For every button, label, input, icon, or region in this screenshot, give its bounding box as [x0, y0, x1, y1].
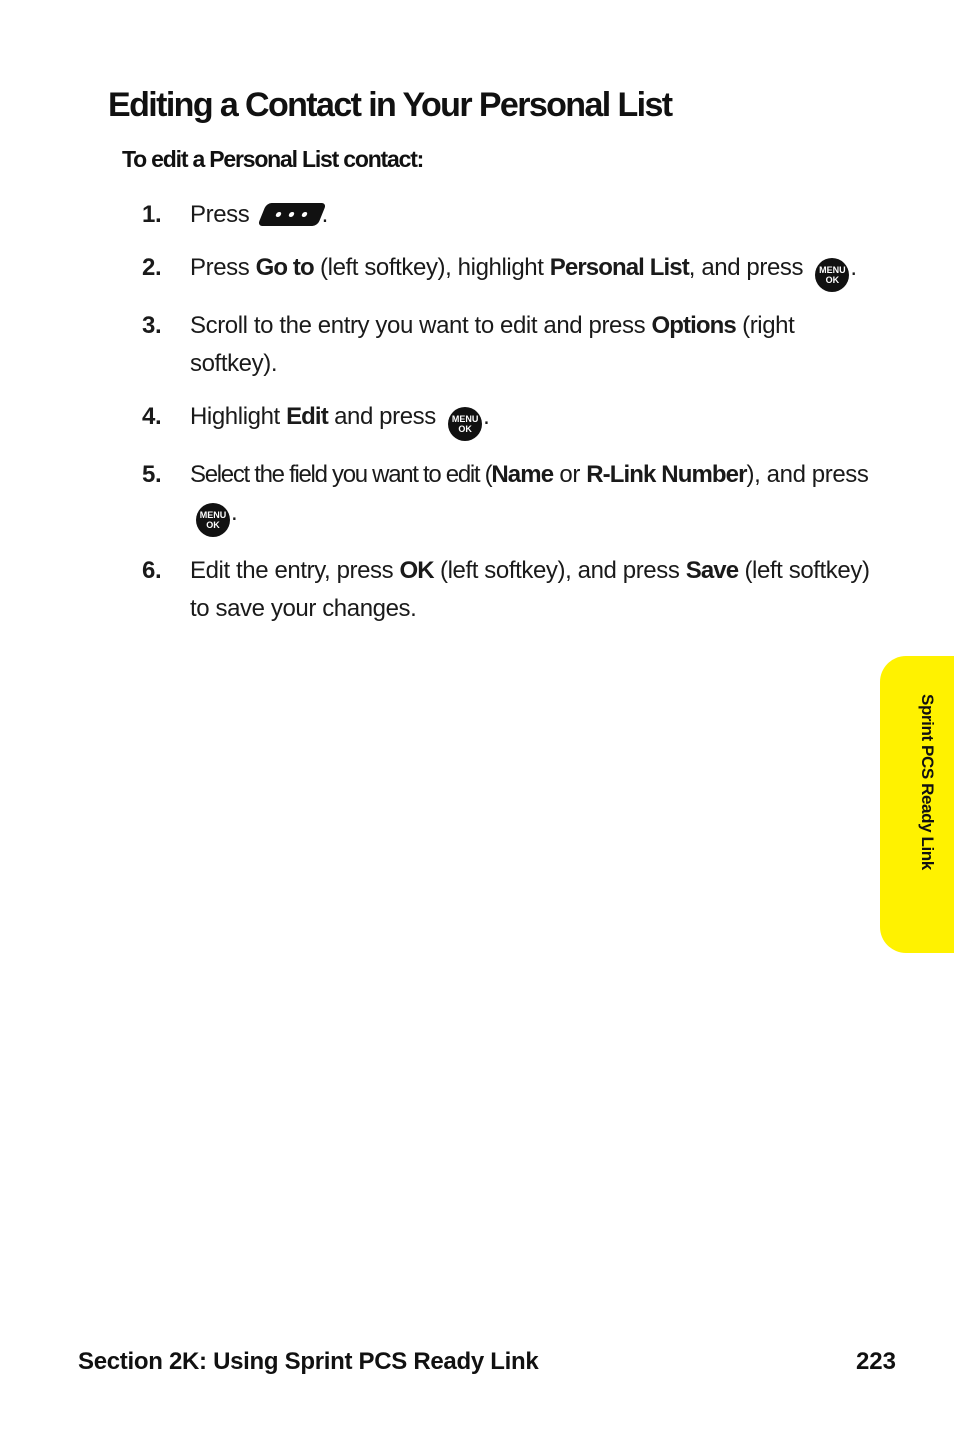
step-number: 4.	[142, 403, 162, 430]
step-text: , and press	[688, 254, 810, 281]
step-text: or	[553, 461, 587, 488]
step-item	[140, 307, 870, 383]
step-text: .	[231, 499, 238, 526]
step-text: Select the field you want to edit (	[190, 461, 492, 488]
step-text: Scroll to the entry you want to edit and press	[190, 312, 652, 339]
step-number: 6.	[142, 557, 162, 584]
step-text: .	[321, 201, 328, 228]
key-label: Go to	[255, 254, 314, 281]
procedure-intro: To edit a Personal List contact:	[122, 146, 424, 172]
step-number: 1.	[142, 201, 162, 228]
step-item	[140, 552, 870, 628]
menu-ok-icon: MENU OK	[815, 258, 849, 292]
step-text: (left softkey), and press	[433, 557, 686, 584]
key-label: R-Link Number	[586, 461, 747, 488]
footer-section-title: Section 2K: Using Sprint PCS Ready Link	[78, 1348, 539, 1375]
section-tab-label: Sprint PCS Ready Link	[918, 694, 937, 870]
step-text: .	[850, 254, 857, 281]
step-number: 5.	[142, 461, 162, 488]
step-number: 3.	[142, 312, 162, 339]
menu-ok-icon: MENU OK	[196, 503, 230, 537]
step-list	[140, 196, 870, 643]
key-label: OK	[399, 557, 434, 584]
step-text: (right softkey).	[190, 312, 795, 377]
talk-softkey-icon	[257, 203, 326, 226]
key-label: Save	[685, 557, 739, 584]
menu-ok-icon: MENU OK	[448, 407, 482, 441]
step-item	[140, 398, 870, 441]
step-text: and press	[327, 403, 443, 430]
step-text: Edit the entry, press	[190, 557, 400, 584]
step-item	[140, 196, 870, 234]
key-label: Personal List	[549, 254, 689, 281]
step-text: .	[483, 403, 490, 430]
step-text: (left softkey), highlight	[313, 254, 550, 281]
page-number: 223	[855, 1348, 896, 1375]
key-label: Options	[651, 312, 736, 339]
key-label: Name	[491, 461, 554, 488]
step-text: Press	[190, 201, 256, 228]
key-label: Edit	[286, 403, 328, 430]
step-item	[140, 249, 870, 292]
step-text: ), and press	[746, 461, 869, 488]
page-title: Editing a Contact in Your Personal List	[108, 86, 672, 124]
step-number: 2.	[142, 254, 162, 281]
step-item	[140, 456, 870, 537]
step-text: Highlight	[190, 403, 287, 430]
step-text: (left softkey) to save your changes.	[190, 557, 870, 622]
step-text: Press	[190, 254, 256, 281]
